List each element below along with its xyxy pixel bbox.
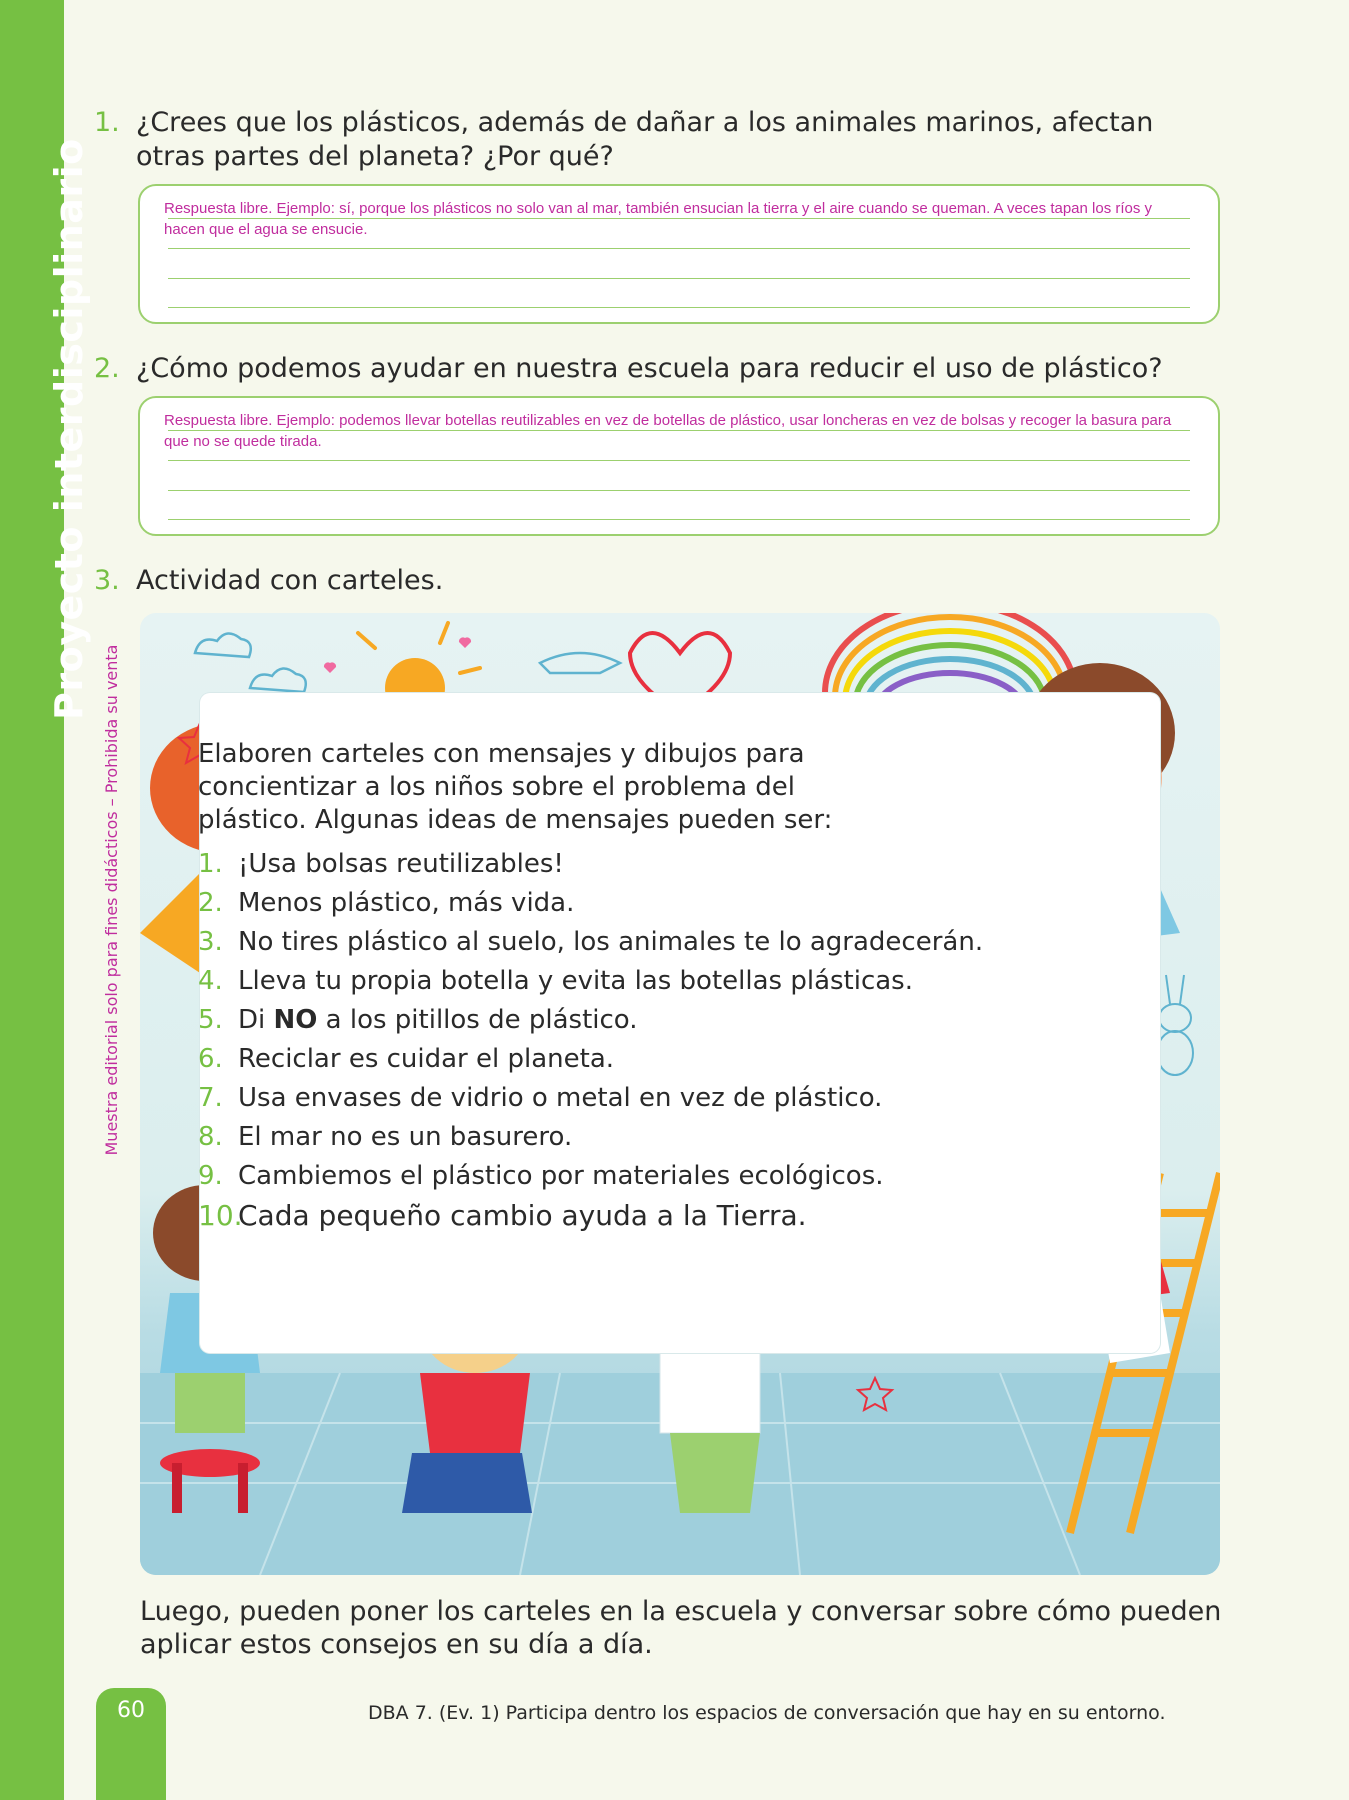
star-icon (858, 1378, 892, 1410)
item-text: El mar no es un basurero. (238, 1122, 573, 1152)
item-text: Lleva tu propia botella y evita las botellas plásticas. (238, 966, 913, 996)
list-item (198, 1040, 1048, 1079)
question-number: 3. (94, 565, 120, 596)
item-number: 6. (198, 1044, 223, 1074)
item-text: Cambiemos el plástico por materiales ecológicos. (238, 1161, 884, 1191)
list-item (198, 923, 1048, 962)
item-text: Cada pequeño cambio ayuda a la Tierra. (238, 1199, 807, 1232)
editorial-note: Muestra editorial solo para fines didácticos – Prohibida su venta (102, 644, 121, 1156)
item-text: a los pitillos de plástico. (317, 1005, 638, 1035)
item-text: Di (238, 1005, 274, 1035)
section-title: Proyecto interdisciplinario (47, 138, 91, 720)
list-item (198, 1001, 1048, 1040)
answer-box-1[interactable] (138, 184, 1220, 324)
closing-paragraph: Luego, pueden poner los carteles en la escuela y conversar sobre cómo pueden aplicar estos consejos en su día a día. (140, 1596, 1222, 1660)
item-number: 9. (198, 1161, 223, 1191)
cloud-icon (195, 633, 251, 657)
item-number: 10. (198, 1199, 243, 1232)
item-number: 3. (198, 927, 223, 957)
message-list (198, 845, 1048, 1235)
item-number: 8. (198, 1122, 223, 1152)
list-item (198, 1157, 1048, 1196)
item-text: Reciclar es cuidar el planeta. (238, 1044, 615, 1074)
item-number: 4. (198, 966, 223, 996)
page-number: 60 (117, 1698, 145, 1723)
item-number: 7. (198, 1083, 223, 1113)
question-number: 1. (94, 107, 120, 138)
answer-text-1: Respuesta libre. Ejemplo: sí, porque los plásticos no solo van al mar, también ensucian la tierra y el aire cuando se queman. A veces tapan los ríos y hacen que el agua se ensucie. (164, 200, 1153, 238)
bunny-drawing-icon (1157, 975, 1193, 1075)
question-3 (94, 564, 1234, 598)
question-1 (94, 106, 1234, 174)
item-number: 1. (198, 849, 223, 879)
cloud-icon (250, 668, 306, 692)
list-item (198, 1118, 1048, 1157)
question-text: ¿Crees que los plásticos, además de dañar a los animales marinos, afectan otras partes del planeta? ¿Por qué? (136, 107, 1154, 172)
footer-dba: DBA 7. (Ev. 1) Participa dentro los espacios de conversación que hay en su entorno. (368, 1702, 1166, 1724)
answer-box-2[interactable] (138, 396, 1220, 536)
item-text: No tires plástico al suelo, los animales te lo agradecerán. (238, 927, 984, 957)
item-number: 5. (198, 1005, 223, 1035)
question-number: 2. (94, 353, 120, 384)
answer-text-2: Respuesta libre. Ejemplo: podemos llevar botellas reutilizables en vez de botellas de plástico, usar loncheras en vez de bolsas y recoger la basura para que no se quede tirada. (164, 412, 1172, 450)
list-item (198, 845, 1048, 884)
list-item (198, 1196, 1048, 1235)
question-text: ¿Cómo podemos ayudar en nuestra escuela para reducir el uso de plástico? (136, 353, 1163, 384)
list-item (198, 962, 1048, 1001)
poster-intro: Elaboren carteles con mensajes y dibujos para concientizar a los niños sobre el problema del plástico. Algunas ideas de mensajes pueden ser: (198, 739, 833, 835)
item-text: Usa envases de vidrio o metal en vez de plástico. (238, 1083, 883, 1113)
item-emphasis: NO (273, 1005, 318, 1035)
item-text: ¡Usa bolsas reutilizables! (238, 849, 564, 879)
question-text: Actividad con carteles. (136, 565, 444, 596)
item-number: 2. (198, 888, 223, 918)
list-item (198, 1079, 1048, 1118)
question-2 (94, 352, 1234, 386)
item-text: Menos plástico, más vida. (238, 888, 575, 918)
list-item (198, 884, 1048, 923)
airplane-icon (540, 653, 620, 673)
